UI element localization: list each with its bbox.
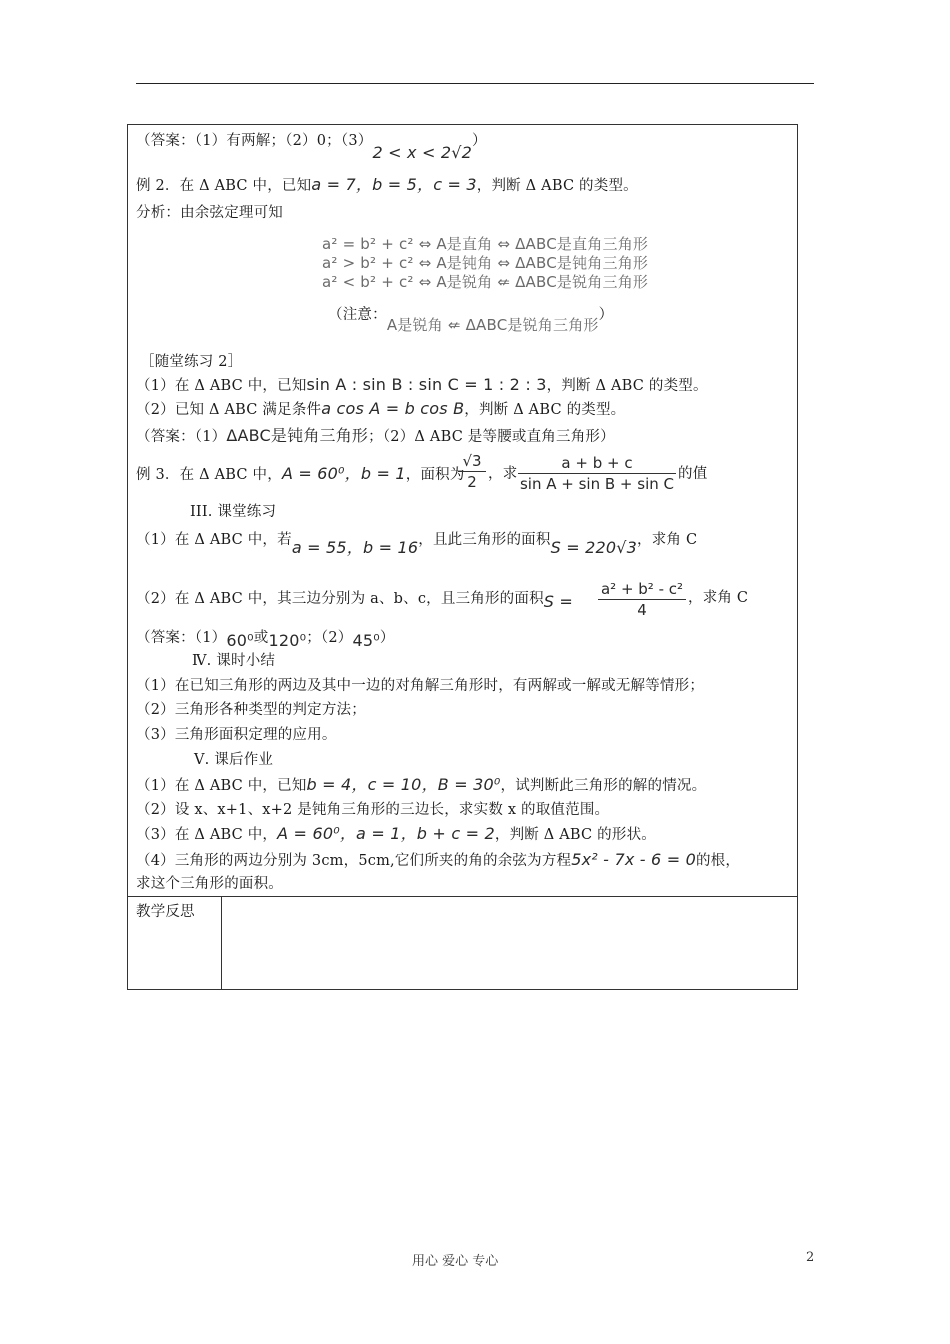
text: ）	[379, 630, 395, 646]
table-row-divider	[127, 896, 797, 897]
summary-2: （2）三角形各种类型的判定方法；	[136, 702, 366, 718]
text: ；（2）Δ ABC 是等腰或直角三角形）	[368, 429, 615, 445]
text: （答案：（1）有两解；（2）0；（3）	[136, 133, 373, 149]
law-cosine-3: a² < b² + c² ⇔ A是锐角 ⇍ ΔABC是锐角三角形	[322, 273, 649, 291]
practice-2-heading: ［随堂练习 2］	[140, 354, 243, 370]
text: ，判断 Δ ABC 的类型。	[546, 378, 708, 394]
class-exercise-1	[136, 530, 698, 557]
formula: ΔABC是钝角三角形	[226, 426, 369, 445]
text: （3）在 Δ ABC 中，	[136, 827, 278, 843]
formula: A = 60⁰，a = 1，b + c = 2	[277, 824, 495, 843]
formula: S =	[543, 592, 574, 611]
text: ，判断 Δ ABC 的类型。	[464, 402, 626, 418]
formula: a cos A = b cos B	[321, 399, 465, 418]
law-cosine-2: a² > b² + c² ⇔ A是钝角 ⇔ ΔABC是钝角三角形	[322, 254, 649, 272]
text: 例 3．在 Δ ABC 中，	[136, 467, 282, 483]
text: （答案：（1）	[136, 429, 227, 445]
practice-2-item-2	[136, 400, 625, 419]
text: （4）三角形的两边分别为 3cm，5cm,它们所夹的角的余弦为方程	[136, 853, 572, 869]
table-column-divider	[221, 896, 222, 989]
value: 45⁰	[352, 631, 380, 650]
answer-line-1	[136, 131, 487, 162]
practice-2-item-1	[136, 376, 708, 395]
text: （1）在 Δ ABC 中，已知	[136, 378, 307, 394]
value: 60⁰	[226, 631, 254, 650]
formula: S = 220√3	[550, 538, 638, 557]
text: ，试判断此三角形的解的情况。	[500, 778, 707, 794]
class-exercise-2-end: ，求角 C	[688, 590, 749, 606]
summary-1: （1）在已知三角形的两边及其中一边的对角解三角形时，有两解或一解或无解等情形；	[136, 678, 705, 694]
text: ，判断 Δ ABC 的类型。	[476, 178, 638, 194]
note-line	[328, 305, 614, 334]
numerator: √3	[458, 452, 486, 472]
formula: A = 60⁰，b = 1	[281, 464, 406, 483]
text: （注意：	[328, 307, 387, 323]
class-exercise-2	[136, 589, 574, 611]
numerator: a² + b² - c²	[598, 580, 686, 600]
law-cosine-1: a² = b² + c² ⇔ A是直角 ⇔ ΔABC是直角三角形	[322, 235, 649, 253]
formula: A是锐角 ⇍ ΔABC是锐角三角形	[386, 316, 599, 334]
homework-4-cont: 求这个三角形的面积。	[136, 876, 283, 892]
text: 例 2．在 Δ ABC 中，已知	[136, 178, 312, 194]
text: ；（2）	[306, 630, 353, 646]
example-3-end: 的值	[678, 466, 708, 482]
text: （2）已知 Δ ABC 满足条件	[136, 402, 322, 418]
section-4-heading: Ⅳ. 课时小结	[192, 653, 276, 669]
section-3-heading: III. 课堂练习	[190, 504, 277, 520]
text: （1）在 Δ ABC 中，若	[136, 532, 292, 548]
summary-3: （3）三角形面积定理的应用。	[136, 727, 337, 743]
text: （2）在 Δ ABC 中，其三边分别为 a、b、c，且三角形的面积	[136, 591, 544, 607]
formula: a = 55，b = 16	[291, 538, 419, 557]
example-3-ask: ，求	[488, 466, 518, 482]
footer-motto: 用心 爱心 专心	[412, 1254, 499, 1269]
text: （1）在 Δ ABC 中，已知	[136, 778, 307, 794]
header-rule	[136, 83, 814, 84]
denominator: 4	[637, 601, 647, 619]
analysis-line: 分析：由余弦定理可知	[136, 205, 283, 221]
inequality: 2 < x < 2√2	[372, 143, 473, 162]
text: ）	[598, 307, 614, 323]
answer-line-3	[136, 628, 395, 650]
formula: 5x² - 7x - 6 = 0	[571, 850, 696, 869]
reflection-label: 教学反思	[136, 904, 195, 920]
example-2	[136, 176, 638, 195]
homework-3	[136, 825, 656, 844]
page-number: 2	[806, 1250, 815, 1265]
text: ）	[472, 133, 487, 149]
section-5-heading: Ⅴ. 课后作业	[194, 752, 274, 768]
denominator: sin A + sin B + sin C	[519, 475, 674, 493]
numerator: a + b + c	[518, 454, 676, 474]
text: ，面积为	[405, 467, 465, 483]
fraction-area-formula	[598, 580, 686, 619]
homework-2: （2）设 x、x+1、x+2 是钝角三角形的三边长，求实数 x 的取值范围。	[136, 802, 610, 818]
formula: b = 4，c = 10，B = 30⁰	[306, 775, 501, 794]
example-3	[136, 465, 465, 484]
text: 或	[253, 630, 269, 646]
text: ，求角 C	[637, 532, 698, 548]
denominator: 2	[467, 473, 477, 491]
fraction-ratio	[518, 454, 676, 493]
text: （答案：（1）	[136, 630, 227, 646]
text: ，且此三角形的面积	[418, 532, 551, 548]
formula: a = 7，b = 5，c = 3	[311, 175, 477, 194]
value: 120⁰	[268, 631, 307, 650]
fraction-area	[458, 452, 486, 491]
homework-4	[136, 851, 740, 870]
homework-1	[136, 776, 706, 795]
text: 的根，	[695, 853, 741, 869]
answer-line-2	[136, 427, 615, 446]
formula: sin A : sin B : sin C = 1 : 2 : 3	[306, 375, 547, 394]
text: ，判断 Δ ABC 的形状。	[494, 827, 656, 843]
